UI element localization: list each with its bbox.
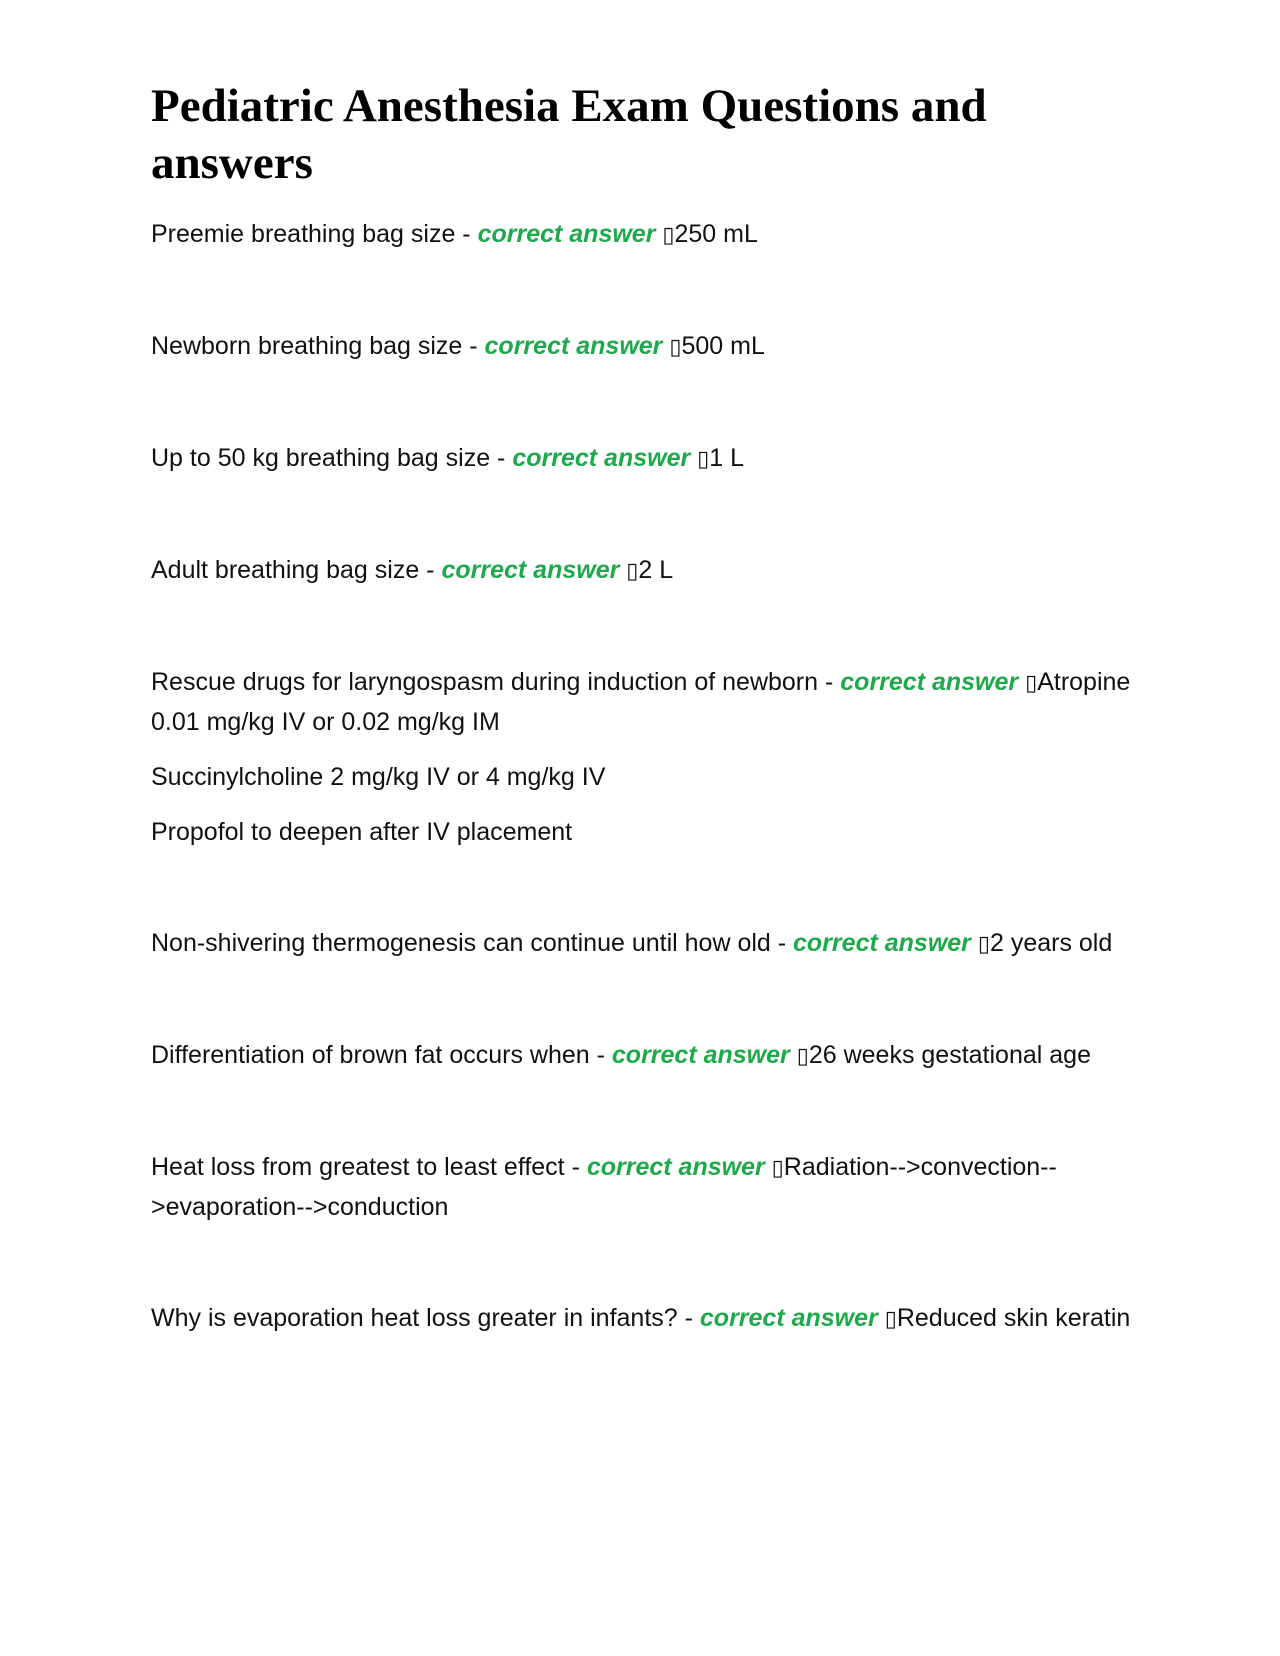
question-text: Heat loss from greatest to least effect - — [151, 1153, 587, 1181]
answer-marker-icon: ▯ — [669, 335, 682, 360]
question-text: Up to 50 kg breathing bag size - — [151, 444, 513, 472]
answer-marker-icon: ▯ — [771, 1156, 784, 1181]
question-text: Newborn breathing bag size - — [151, 332, 485, 360]
document-title: Pediatric Anesthesia Exam Questions and answers — [151, 80, 987, 189]
correct-answer-label: correct answer — [477, 220, 656, 248]
qa-line — [151, 1299, 1141, 1339]
question-text: Non-shivering thermogenesis can continue until how old - — [151, 929, 794, 957]
answer-text: 1 L — [709, 444, 745, 472]
answer-marker-icon: ▯ — [1025, 671, 1038, 696]
answer-marker-icon: ▯ — [884, 1307, 897, 1332]
answer-text: 2 years old — [989, 929, 1113, 957]
qa-item — [151, 215, 1141, 255]
answer-text: 500 mL — [681, 332, 765, 360]
answer-text: Atropine 0.01 mg/kg IV or 0.02 mg/kg IM — [151, 668, 1131, 736]
document-page — [151, 78, 1141, 1339]
correct-answer-label: correct answer — [441, 556, 620, 584]
answer-extra-line: Propofol to deepen after IV placement — [151, 818, 573, 846]
correct-answer-label: correct answer — [484, 332, 663, 360]
answer-marker-icon: ▯ — [977, 932, 990, 957]
question-text: Adult breathing bag size - — [151, 556, 442, 584]
correct-answer-label: correct answer — [793, 929, 971, 957]
qa-line — [151, 439, 1141, 479]
answer-text: Radiation-->convection-->evaporation-->conduction — [151, 1153, 1057, 1221]
qa-line — [151, 327, 1141, 367]
qa-item — [151, 924, 1141, 964]
qa-item — [151, 663, 1141, 852]
question-text: Differentiation of brown fat occurs when - — [151, 1041, 612, 1069]
question-text: Preemie breathing bag size - — [151, 220, 478, 248]
qa-line — [151, 663, 1141, 742]
correct-answer-label: correct answer — [586, 1153, 765, 1181]
answer-text: 2 L — [638, 556, 674, 584]
qa-line — [151, 551, 1141, 591]
answer-marker-icon: ▯ — [662, 223, 675, 248]
qa-line — [151, 924, 1141, 964]
qa-item — [151, 327, 1141, 367]
qa-line — [151, 215, 1141, 255]
answer-text: 26 weeks gestational age — [808, 1041, 1091, 1069]
question-text: Why is evaporation heat loss greater in infants? - — [151, 1304, 700, 1332]
question-text: Rescue drugs for laryngospasm during induction of newborn - — [151, 668, 841, 696]
qa-item — [151, 1036, 1141, 1076]
answer-text: 250 mL — [674, 220, 758, 248]
answer-marker-icon: ▯ — [796, 1044, 809, 1069]
qa-item — [151, 551, 1141, 591]
qa-item — [151, 439, 1141, 479]
qa-line — [151, 1148, 1141, 1227]
qa-item — [151, 1299, 1141, 1339]
answer-text: Reduced skin keratin — [896, 1304, 1131, 1332]
answer-marker-icon: ▯ — [626, 559, 639, 584]
answer-extra-line: Succinylcholine 2 mg/kg IV or 4 mg/kg IV — [151, 763, 606, 791]
answer-marker-icon: ▯ — [697, 447, 710, 472]
correct-answer-label: correct answer — [512, 444, 691, 472]
qa-item — [151, 1148, 1141, 1227]
qa-line — [151, 1036, 1141, 1076]
correct-answer-label: correct answer — [699, 1304, 878, 1332]
correct-answer-label: correct answer — [611, 1041, 790, 1069]
correct-answer-label: correct answer — [840, 668, 1019, 696]
